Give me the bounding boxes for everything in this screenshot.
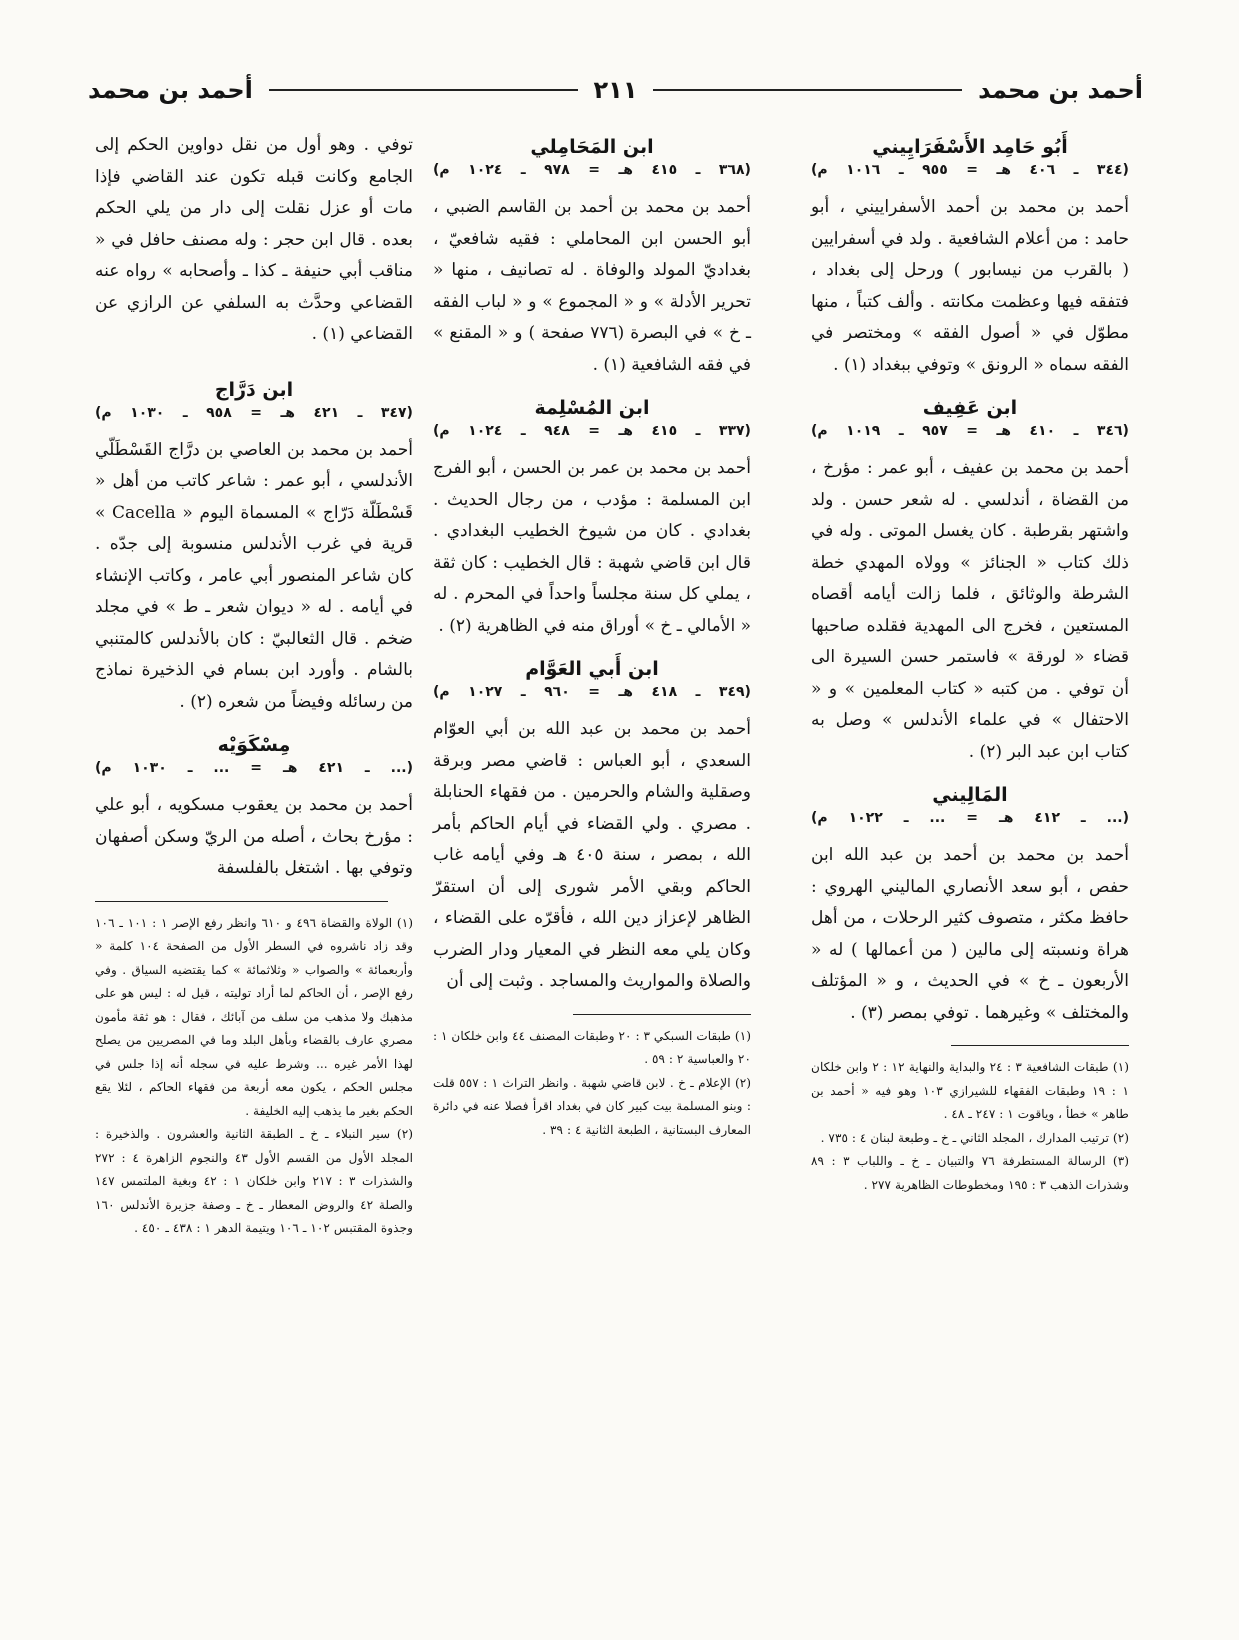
biography-entry (811, 136, 1129, 381)
biography-entry (95, 379, 413, 719)
header-rule (269, 89, 578, 91)
entry-title: أَبُو حَامِد الأَسْفَرَايِيني (872, 136, 1068, 158)
entry-dates: (٣٤٦ ـ ٤١٠ هـ = ٩٥٧ ـ ١٠١٩ م) (811, 423, 1129, 439)
entry-body: أحمد بن محمد بن يعقوب مسكويه ، أبو علي : مؤرخ بحاث ، أصله من الريّ وسكن أصفهان وتوفي بها . اشتغل بالفلسفة (95, 795, 413, 878)
entry-continuation: توفي . وهو أول من نقل دواوين الحكم إلى الجامع وكانت قبله تكون عند القاضي فإذا مات أو عزل نقلت إلى دار من يلي الحكم بعده . قال ابن حجر : وله مصنف حافل في « مناقب أبي حنيفة ـ كذا ـ وأصحابه » رواه عنه القضاعي وحدَّث به السلفي عن الرازي عن القضاعي (١) . (95, 135, 413, 344)
entry-dates: (٣٤٤ ـ ٤٠٦ هـ = ٩٥٥ ـ ١٠١٦ م) (811, 162, 1129, 178)
entry-dates: (٣٤٧ ـ ٤٢١ هـ = ٩٥٨ ـ ١٠٣٠ م) (95, 404, 413, 421)
column-left (95, 130, 413, 1241)
running-headword-right: أحمد بن محمد (978, 76, 1143, 104)
entry-dates: (... ـ ٤٢١ هـ = ... ـ ١٠٣٠ م) (95, 760, 413, 776)
entry-body: أحمد بن محمد بن أحمد بن القاسم الضبي ، أبو الحسن ابن المحاملي : فقيه شافعيّ ، بغداديّ المولد والوفاة . له تصانيف ، منها « تحرير الأدلة » و « المجموع » و « لباب الفقه ـ خ » في البصرة (٧٧٦ صفحة ) و « المقنع » في فقه الشافعية (١) . (433, 197, 751, 375)
footnote: (٢) سير النبلاء ـ خ ـ الطبقة الثانية والعشرون . والذخيرة : المجلد الأول من القسم الأول ٤٣ والنجوم الزاهرة ٤ : ٢٧٢ والشذرات ٣ : ٢١٧ وابن خلكان ١ : ٤٢ وبغية الملتمس ١٤٧ والصلة ٤٢ والروض المعطار ـ خ ـ وصفة جزيرة الأندلس ١٦٠ وجذوة المقتبس ١٠٢ ـ ١٠٦ ويتيمة الدهر ١ : ٤٣٨ ـ ٤٥٠ . (95, 1127, 414, 1235)
entry-body: أحمد بن محمد بن عفيف ، أبو عمر : مؤرخ ، من القضاة ، أندلسي . له شعر حسن . ولد واشتهر بقرطبة . كان يغسل الموتى . وله في ذلك كتاب « الجنائز » وولاه المهدي خطة الشرطة والوثائق ، فلما زالت أيامه أقصاه المستعين ، فخرج الى المهدية فقلده صاحبها قضاء « لورقة » فاستمر حسن السيرة الى أن توفي . من كتبه « كتاب المعلمين » و « الاحتفال » في علماء الأندلس » وصل به كتاب ابن عبد البر (٢) . (811, 458, 1129, 762)
entry-body: أحمد بن محمد بن العاصي بن درَّاج القَسْطَلّي الأندلسي ، أبو عمر : شاعر كاتب من أهل « قَسْطَلّة دَرّاج » المسماة اليوم « Cacella » قرية في غرب الأندلس منسوبة إلى جدّه . كان شاعر المنصور أبي عامر ، وكاتب الإنشاء في أيامه . له « ديوان شعر ـ ط » في مجلد ضخم . قال الثعالبيّ : كان بالأندلس كالمتنبي بالشام . وأورد ابن بسام في الذخيرة نماذج من رسائله وفيضاً من شعره (٢) . (95, 439, 413, 712)
entry-body: أحمد بن محمد بن عبد الله بن أبي العوّام السعدي ، أبو العباس : قاضي مصر وبرقة وصقلية والشام والحرمين . من فقهاء الحنابلة . مصري . ولي القضاء في أيام الحاكم بأمر الله ، بمصر ، سنة ٤٠٥ هـ وفي أيامه غاب الحاكم وبقي الأمر شورى إلى أن استقرّ الظاهر لإعزاز دين الله ، فأقرّه على القضاء ، وكان يلي معه النظر في المعيار ودار الضرب والصلاة والمواريث والمساجد . وثبت إلى أن (433, 719, 751, 991)
footnote: (١) الولاة والقضاة ٤٩٦ و ٦١٠ وانظر رفع الإصر ١ : ١٠١ ـ ١٠٦ وقد زاد ناشروه في السطر الأول من الصفحة ١٠٤ كلمة « وأربعمائة » والصواب « وثلاثمائة » كما يقتضيه السياق . وفي رفع الإصر ، أن الحاكم لما أراد توليته ، قيل له : ليس هو على مذهبك ولا مذهب من سلف من آبائك ، فقال : هو ثقة مأمون مصري عارف بالقضاء وبأهل البلد وما في المصريين من يصلح لهذا الأمر غيره ... وشرط عليه في سجله أنه إذا جلس في مجلس الحكم ، يكون معه أربعة من فقهاء الحاكم ، لئلا يقع الحكم بغير ما يذهب إليه الخليفة . (95, 915, 413, 1118)
column-middle (433, 130, 751, 1142)
biography-entry (433, 397, 751, 642)
running-headword-left: أحمد بن محمد (87, 76, 253, 104)
entry-dates: (٣٦٨ ـ ٤١٥ هـ = ٩٧٨ ـ ١٠٢٤ م) (433, 162, 751, 178)
page-number: ٢١١ (593, 76, 638, 104)
biography-entry (811, 397, 1129, 768)
entry-dates: (٣٤٩ ـ ٤١٨ هـ = ٩٦٠ ـ ١٠٢٧ م) (433, 684, 751, 700)
running-header (88, 70, 1143, 110)
footnote-rule (95, 901, 388, 902)
biography-entry (95, 734, 413, 885)
header-rule (653, 89, 962, 91)
entry-dates: (٣٣٧ ـ ٤١٥ هـ = ٩٤٨ ـ ١٠٢٤ م) (433, 423, 751, 439)
footnote: (٣) الرسالة المستطرفة ٧٦ والتبيان ـ خ ـ واللباب ٣ : ٨٩ وشذرات الذهب ٣ : ١٩٥ ومخطوطات الظاهرية ٢٧٧ . (811, 1154, 1129, 1192)
entry-title: ابن المَحَامِلي (530, 136, 654, 158)
footnote-rule (951, 1045, 1129, 1046)
entry-title: ابن عَفِيف (922, 397, 1018, 419)
column-right (811, 130, 1129, 1197)
footnote: (٢) الإعلام ـ خ . لابن قاضي شهبة . وانظر التراث ١ : ٥٥٧ قلت : وبنو المسلمة بيت كبير كان في بغداد اقرأ فصلا عنه في دائرة المعارف البستانية ، الطبعة الثانية ٤ : ٣٩ . (433, 1075, 752, 1137)
footnote-rule (573, 1014, 751, 1015)
footnotes (95, 912, 413, 1241)
entry-dates: (... ـ ٤١٢ هـ = ... ـ ١٠٢٢ م) (811, 810, 1129, 826)
footnotes (433, 1025, 751, 1143)
footnote: (١) طبقات الشافعية ٣ : ٢٤ والبداية والنهاية ١٢ : ٢ وابن خلكان ١ : ١٩ وطبقات الفقهاء للشيرازي ١٠٣ وهو فيه « أحمد بن طاهر » خطأ ، وياقوت ١ : ٢٤٧ ـ ٤٨ . (811, 1060, 1129, 1121)
entry-title: المَالِيني (932, 784, 1008, 806)
entry-title: ابن دَرَّاج (214, 378, 294, 401)
footnote: (١) طبقات السبكي ٣ : ٢٠ وطبقات المصنف ٤٤ وابن خلكان ١ : ٢٠ والعباسية ٢ : ٥٩ . (433, 1028, 752, 1066)
entry-body: أحمد بن محمد بن عمر بن الحسن ، أبو الفرج ابن المسلمة : مؤدب ، من رجال الحديث . بغدادي . كان من شيوخ الخطيب البغدادي . قال ابن قاضي شهبة : قال الخطيب : كان ثقة ، يملي كل سنة مجلساً واحداً في المحرم . له « الأمالي ـ خ » أوراق منه في الظاهرية (٢) . (433, 458, 751, 636)
entry-title: مِسْكَوَيْه (217, 734, 291, 756)
biography-entry (433, 136, 751, 381)
entry-body: أحمد بن محمد بن أحمد الأسفراييني ، أبو حامد : من أعلام الشافعية . ولد في أسفرايين ( بالقرب من نيسابور ) ورحل إلى بغداد ، فتفقه فيها وعظمت مكانته . وألف كتباً ، منها مطوّل في « أصول الفقه » ومختصر في الفقه سماه « الرونق » وتوفي ببغداد (١) . (811, 197, 1129, 375)
biography-entry (433, 658, 751, 998)
entry-title: ابن أَبي العَوَّام (525, 658, 659, 680)
entry-body: أحمد بن محمد بن أحمد بن عبد الله ابن حفص ، أبو سعد الأنصاري الماليني الهروي : حافظ مكثر ، متصوف كثير الرحلات ، من أهل هراة ونسبته إلى مالين ( من أعمالها ) له « الأربعون ـ خ » في الحديث ، و « المؤتلف والمختلف » وغيرهما . توفي بمصر (٣) . (811, 845, 1129, 1023)
entry-title: ابن المُسْلِمة (534, 397, 650, 419)
footnotes (811, 1056, 1129, 1197)
footnote: (٢) ترتيب المدارك ، المجلد الثاني ـ خ ـ وطبعة لبنان ٤ : ٧٣٥ . (820, 1130, 1129, 1145)
biography-entry (811, 784, 1129, 1029)
